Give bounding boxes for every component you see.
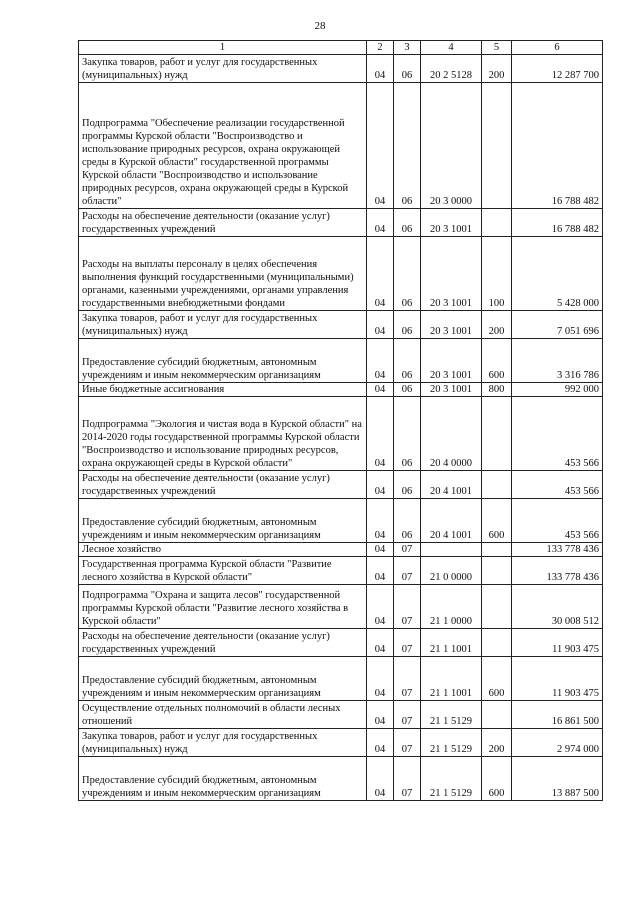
row-subsection: 07	[394, 657, 421, 701]
row-target-article: 20 4 1001	[421, 471, 482, 499]
table-row	[79, 397, 603, 471]
row-amount: 133 778 436	[512, 557, 603, 585]
row-expense-type: 100	[482, 237, 512, 311]
table-row	[79, 471, 603, 499]
table-body	[79, 55, 603, 801]
row-section: 04	[367, 499, 394, 543]
row-expense-type	[482, 209, 512, 237]
row-amount: 453 566	[512, 499, 603, 543]
row-expense-type: 800	[482, 383, 512, 397]
table-row	[79, 729, 603, 757]
row-section: 04	[367, 585, 394, 629]
row-section: 04	[367, 629, 394, 657]
row-amount: 453 566	[512, 397, 603, 471]
row-target-article: 20 3 1001	[421, 383, 482, 397]
row-section: 04	[367, 729, 394, 757]
row-section: 04	[367, 397, 394, 471]
row-target-article: 21 1 5129	[421, 729, 482, 757]
row-expense-type	[482, 543, 512, 557]
row-section: 04	[367, 83, 394, 209]
row-subsection: 06	[394, 209, 421, 237]
row-name: Иные бюджетные ассигнования	[79, 383, 367, 397]
row-target-article: 20 3 1001	[421, 311, 482, 339]
row-amount: 133 778 436	[512, 543, 603, 557]
row-amount: 3 316 786	[512, 339, 603, 383]
row-amount: 11 903 475	[512, 657, 603, 701]
header-col-2: 2	[367, 41, 394, 55]
row-target-article: 20 3 1001	[421, 237, 482, 311]
table-row	[79, 557, 603, 585]
row-amount: 16 861 500	[512, 701, 603, 729]
row-section: 04	[367, 543, 394, 557]
table-row	[79, 585, 603, 629]
row-section: 04	[367, 237, 394, 311]
row-subsection: 06	[394, 499, 421, 543]
table-row	[79, 311, 603, 339]
row-subsection: 06	[394, 383, 421, 397]
row-target-article: 20 3 1001	[421, 209, 482, 237]
row-section: 04	[367, 471, 394, 499]
row-name: Осуществление отдельных полномочий в области лесных отношений	[79, 701, 367, 729]
row-amount: 12 287 700	[512, 55, 603, 83]
row-name: Государственная программа Курской области "Развитие лесного хозяйства в Курской области"	[79, 557, 367, 585]
row-section: 04	[367, 657, 394, 701]
row-amount: 11 903 475	[512, 629, 603, 657]
table-row	[79, 701, 603, 729]
row-amount: 30 008 512	[512, 585, 603, 629]
row-name: Расходы на обеспечение деятельности (оказание услуг) государственных учреждений	[79, 629, 367, 657]
row-subsection: 07	[394, 543, 421, 557]
row-section: 04	[367, 55, 394, 83]
row-target-article: 20 3 1001	[421, 339, 482, 383]
row-expense-type: 600	[482, 757, 512, 801]
row-target-article: 21 1 1001	[421, 629, 482, 657]
row-section: 04	[367, 311, 394, 339]
table-row	[79, 339, 603, 383]
table-header-row	[79, 41, 603, 55]
table-row	[79, 543, 603, 557]
row-expense-type	[482, 585, 512, 629]
row-subsection: 07	[394, 729, 421, 757]
row-expense-type	[482, 397, 512, 471]
row-name: Подпрограмма "Экология и чистая вода в Курской области" на 2014-2020 годы государственной программы Курской области "Воспроизводство и использование природных ресурсов, охрана окружающей среды в Курской области"	[79, 397, 367, 471]
header-col-1: 1	[79, 41, 367, 55]
header-col-3: 3	[394, 41, 421, 55]
row-name: Предоставление субсидий бюджетным, автономным учреждениям и иным некоммерческим организациям	[79, 657, 367, 701]
row-subsection: 07	[394, 557, 421, 585]
table-row	[79, 757, 603, 801]
row-expense-type: 600	[482, 499, 512, 543]
row-subsection: 06	[394, 237, 421, 311]
table-row	[79, 629, 603, 657]
table-row	[79, 237, 603, 311]
row-target-article: 20 4 0000	[421, 397, 482, 471]
row-expense-type	[482, 629, 512, 657]
table-row	[79, 657, 603, 701]
row-expense-type: 600	[482, 657, 512, 701]
row-subsection: 06	[394, 55, 421, 83]
row-target-article: 20 3 0000	[421, 83, 482, 209]
row-name: Предоставление субсидий бюджетным, автономным учреждениям и иным некоммерческим организациям	[79, 499, 367, 543]
table-row	[79, 83, 603, 209]
row-section: 04	[367, 757, 394, 801]
budget-table	[78, 40, 603, 801]
row-subsection: 06	[394, 83, 421, 209]
row-name: Предоставление субсидий бюджетным, автономным учреждениям и иным некоммерческим организациям	[79, 757, 367, 801]
row-amount: 7 051 696	[512, 311, 603, 339]
row-target-article	[421, 543, 482, 557]
row-name: Подпрограмма "Охрана и защита лесов" государственной программы Курской области "Развитие лесного хозяйства в Курской области"	[79, 585, 367, 629]
row-amount: 5 428 000	[512, 237, 603, 311]
row-target-article: 20 2 5128	[421, 55, 482, 83]
header-col-5: 5	[482, 41, 512, 55]
row-subsection: 06	[394, 339, 421, 383]
row-amount: 453 566	[512, 471, 603, 499]
table-row	[79, 55, 603, 83]
row-expense-type	[482, 83, 512, 209]
row-target-article: 20 4 1001	[421, 499, 482, 543]
row-expense-type: 600	[482, 339, 512, 383]
row-section: 04	[367, 557, 394, 585]
row-name: Лесное хозяйство	[79, 543, 367, 557]
row-name: Расходы на обеспечение деятельности (оказание услуг) государственных учреждений	[79, 209, 367, 237]
row-amount: 16 788 482	[512, 209, 603, 237]
row-name: Закупка товаров, работ и услуг для государственных (муниципальных) нужд	[79, 311, 367, 339]
row-subsection: 07	[394, 629, 421, 657]
row-subsection: 06	[394, 311, 421, 339]
table-row	[79, 383, 603, 397]
row-target-article: 21 0 0000	[421, 557, 482, 585]
row-amount: 2 974 000	[512, 729, 603, 757]
row-subsection: 06	[394, 397, 421, 471]
row-target-article: 21 1 0000	[421, 585, 482, 629]
row-subsection: 06	[394, 471, 421, 499]
row-name: Предоставление субсидий бюджетным, автономным учреждениям и иным некоммерческим организациям	[79, 339, 367, 383]
row-section: 04	[367, 339, 394, 383]
header-col-4: 4	[421, 41, 482, 55]
row-expense-type	[482, 557, 512, 585]
table-row	[79, 209, 603, 237]
row-expense-type: 200	[482, 729, 512, 757]
table-row	[79, 499, 603, 543]
row-expense-type: 200	[482, 311, 512, 339]
row-subsection: 07	[394, 701, 421, 729]
row-section: 04	[367, 383, 394, 397]
row-subsection: 07	[394, 585, 421, 629]
row-amount: 13 887 500	[512, 757, 603, 801]
row-amount: 16 788 482	[512, 83, 603, 209]
row-subsection: 07	[394, 757, 421, 801]
row-name: Закупка товаров, работ и услуг для государственных (муниципальных) нужд	[79, 55, 367, 83]
row-name: Закупка товаров, работ и услуг для государственных (муниципальных) нужд	[79, 729, 367, 757]
row-target-article: 21 1 5129	[421, 757, 482, 801]
row-expense-type	[482, 701, 512, 729]
row-section: 04	[367, 701, 394, 729]
row-amount: 992 000	[512, 383, 603, 397]
row-name: Расходы на обеспечение деятельности (оказание услуг) государственных учреждений	[79, 471, 367, 499]
page-number: 28	[314, 20, 326, 32]
row-target-article: 21 1 5129	[421, 701, 482, 729]
row-expense-type	[482, 471, 512, 499]
row-name: Подпрограмма "Обеспечение реализации государственной программы Курской области "Воспроизводство и использование природных ресурсов, охрана окружающей среды в Курской области" государственной программы Курской области "Воспроизводство и использование природных ресурсов, охрана окружающей среды в Курской области"	[79, 83, 367, 209]
header-col-6: 6	[512, 41, 603, 55]
row-section: 04	[367, 209, 394, 237]
row-expense-type: 200	[482, 55, 512, 83]
row-target-article: 21 1 1001	[421, 657, 482, 701]
row-name: Расходы на выплаты персоналу в целях обеспечения выполнения функций государственными (муниципальными) органами, казенными учреждениями, органами управления государственными внебюджетными фондами	[79, 237, 367, 311]
